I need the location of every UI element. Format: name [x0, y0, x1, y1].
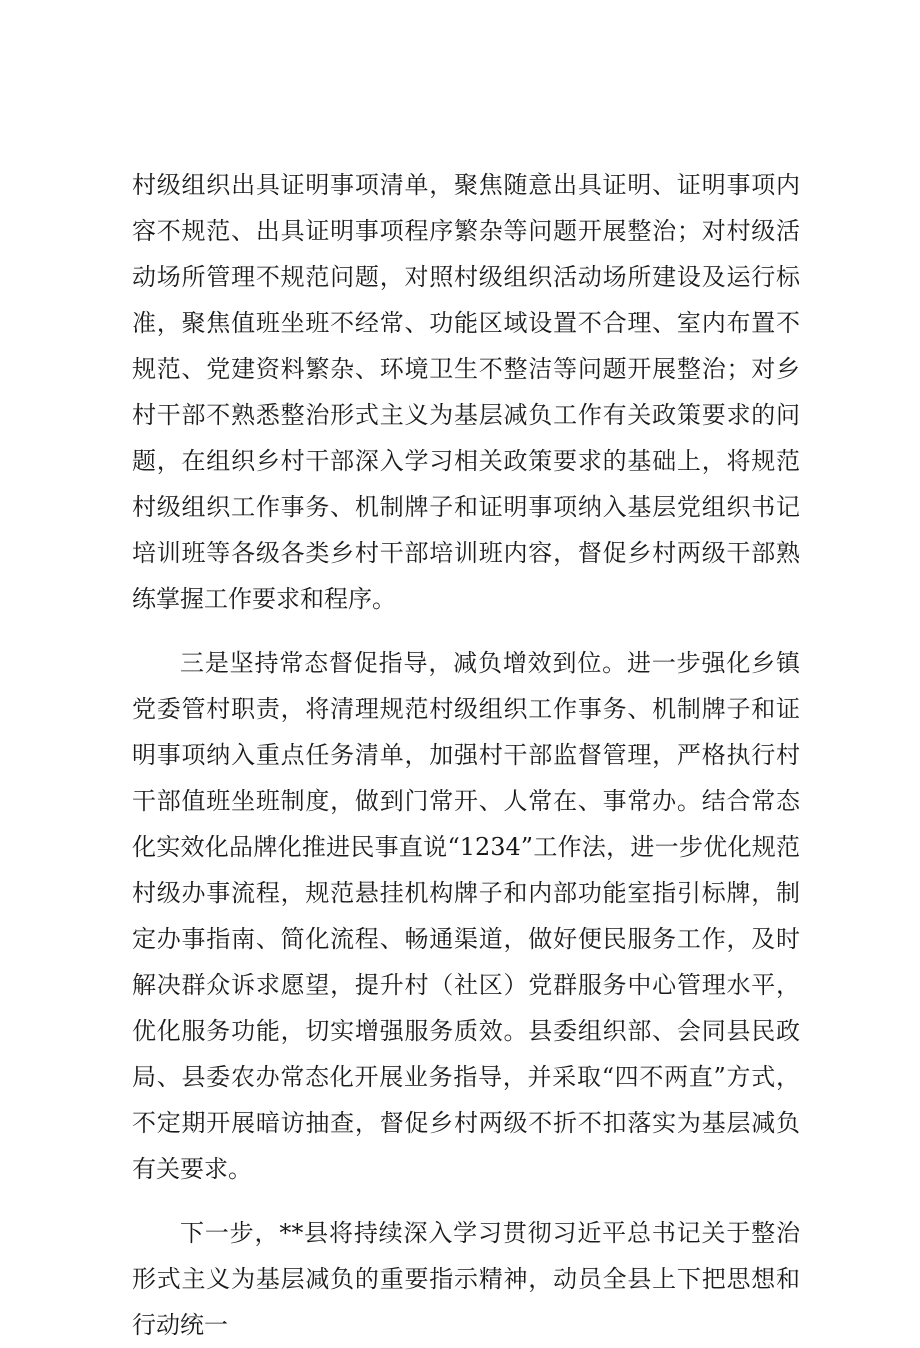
paragraph-next-step: 下一步，**县将持续深入学习贯彻习近平总书记关于整治形式主义为基层减负的重要指示精神，动员全县上下把思想和行动统一 — [132, 1219, 800, 1339]
paragraph-continuation: 村级组织出具证明事项清单，聚焦随意出具证明、证明事项内容不规范、出具证明事项程序繁杂等问题开展整治；对村级活动场所管理不规范问题，对照村级组织活动场所建设及运行标准，聚焦值班坐班不经常、功能区域设置不合理、室内布置不规范、党建资料繁杂、环境卫生不整洁等问题开展整治；对乡村干部不熟悉整治形式主义为基层减负工作有关政策要求的问题，在组织乡村干部深入学习相关政策要求的基础上，将规范村级组织工作事务、机制牌子和证明事项纳入基层党组织书记培训班等各级各类乡村干部培训班内容，督促乡村两级干部熟练掌握工作要求和程序。 — [132, 171, 800, 613]
document-body — [132, 162, 800, 1348]
paragraph-supervision: 三是坚持常态督促指导，减负增效到位。进一步强化乡镇党委管村职责，将清理规范村级组织工作事务、机制牌子和证明事项纳入重点任务清单，加强村干部监督管理，严格执行村干部值班坐班制度，做到门常开、人常在、事常办。结合常态化实效化品牌化推进民事直说“1234”工作法，进一步优化规范村级办事流程，规范悬挂机构牌子和内部功能室指引标牌，制定办事指南、简化流程、畅通渠道，做好便民服务工作，及时解决群众诉求愿望，提升村（社区）党群服务中心管理水平，优化服务功能，切实增强服务质效。县委组织部、会同县民政局、县委农办常态化开展业务指导，并采取“四不两直”方式，不定期开展暗访抽查，督促乡村两级不折不扣落实为基层减负有关要求。 — [132, 649, 800, 1183]
